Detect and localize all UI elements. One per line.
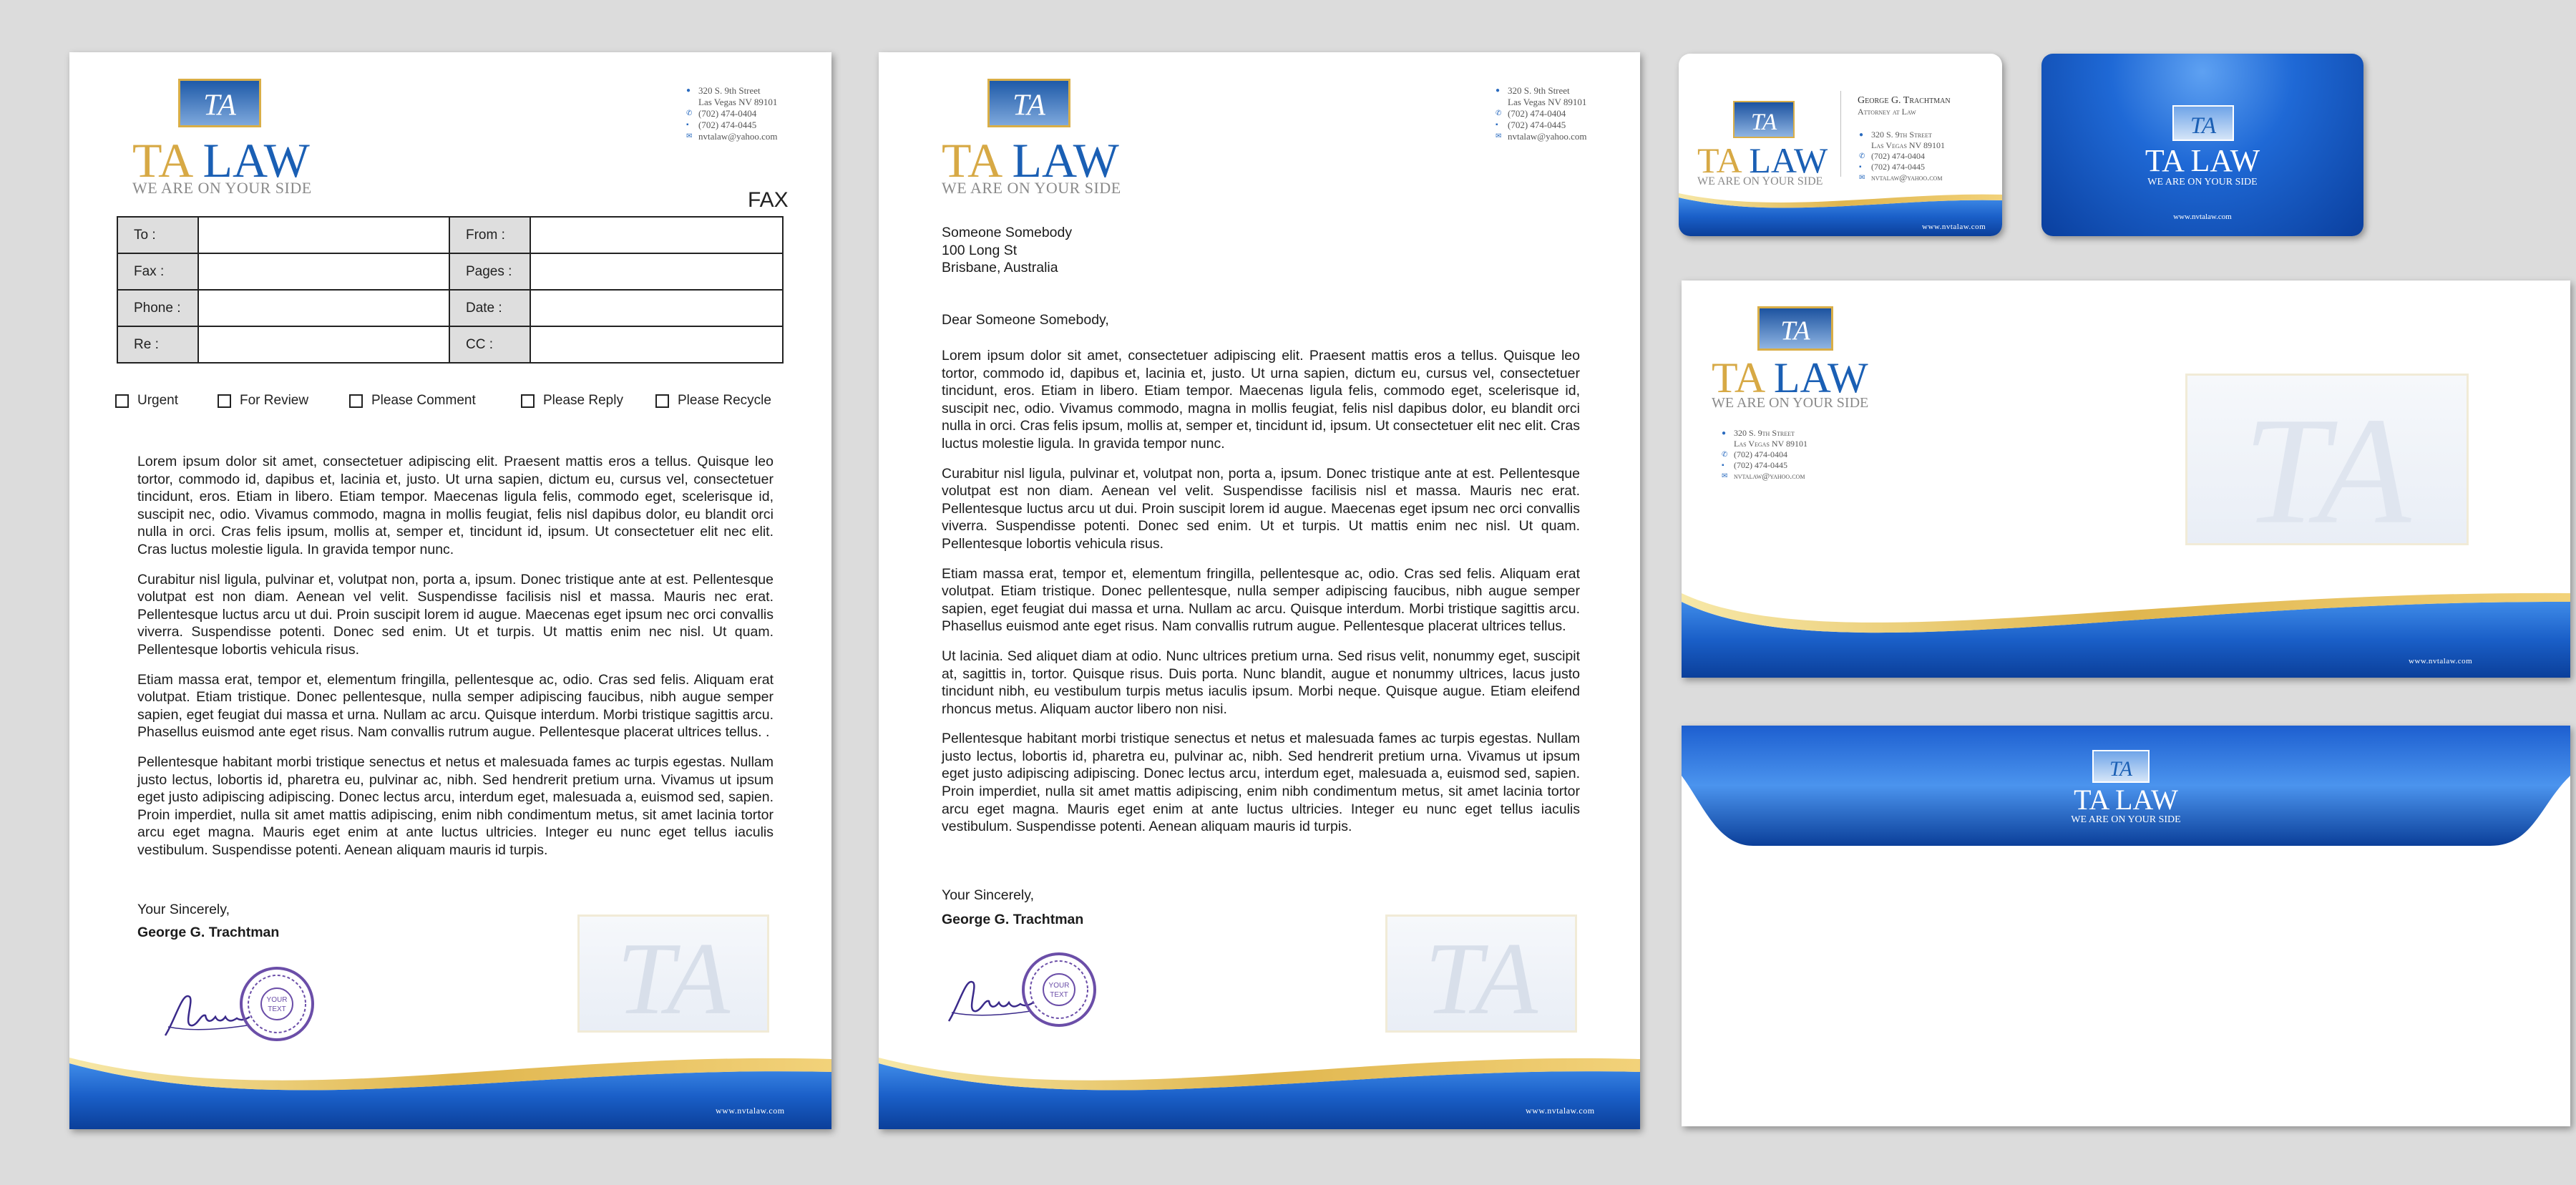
svg-text:YOUR: YOUR: [266, 996, 288, 1004]
contact-block: [686, 85, 778, 142]
envelope-monogram-icon: [1757, 306, 1833, 351]
fax-paragraph: Lorem ipsum dolor sit amet, consectetuer adipiscing elit. Praesent mattis eros a tellus. Quisque leo tortor, commodo id, dapibus et, lacinia et, justo. Ut urna sapien, dictum eu, cursus vel, consectetuer tincidunt, eros. Etiam in libero. Etiam tempor. Maecenas ligula felis, commodo eget, scelerisque id, suscipit nec, odio. Vivamus commodo, magna in mollis feugiat, felis nisl dapibus dolor, eu blandit orci nulla in orci. Cras felis ipsum, mollis at, semper et, tincidunt id, ipsum. Ut consectetuer elit nec elit. Cras luctus molestie ligula. In gravida tempor nunc.: [137, 454, 774, 557]
letterhead-sheet: [879, 52, 1640, 1129]
contact-block: [1496, 85, 1587, 142]
footer-wave: [879, 1043, 1640, 1129]
fax-icon: ▪: [1496, 121, 1498, 129]
contact-phone: (702) 474-0404: [698, 108, 757, 119]
letter-paragraph: Etiam massa erat, tempor et, elementum fringilla, pellentesque ac, odio. Cras sed felis. Aliquam erat volutpat. Etiam tristique. Donec pellentesque, nulla semper adipiscing faucibus, nibh augue semper sapien, eget feugiat dui massa et urna. Nullam ac arcu. Quisque interdum. Morbi tristique sagittis arcu. Phasellus euismod ante eget risus. Nam convallis rutrum augue. Pellentesque placerat ultrices tellus.: [942, 565, 1580, 635]
fax-pages-field[interactable]: [530, 253, 783, 290]
card-website[interactable]: www.nvtalaw.com: [1922, 223, 1986, 231]
location-icon: ●: [686, 87, 691, 94]
recipient-address: [942, 224, 1072, 277]
card-brand-name: TA LAW: [1697, 140, 1828, 180]
fax-from-field[interactable]: [530, 217, 783, 253]
fax-paragraph: Etiam massa erat, tempor et, elementum fringilla, pellentesque ac, odio. Cras sed felis. Aliquam erat volutpat. Etiam tristique. Donec pellentesque, nulla semper adipiscing faucibus, nibh augue semper sapien, eget feugiat dui massa et urna. Nullam ac arcu. Quisque interdum. Morbi tristique sagittis arcu. Phasellus euismod ante eget risus. Nam convallis rutrum augue. Pellentesque placerat ultrices tellus. .: [137, 671, 774, 741]
envelope-front: [1682, 281, 2570, 678]
fax-closing: Your Sincerely,: [137, 902, 230, 917]
card-person: George G. Trachtman: [1858, 95, 1951, 106]
contact-city: Las Vegas NV 89101: [1508, 97, 1587, 107]
svg-text:TEXT: TEXT: [268, 1005, 286, 1013]
envelope-website[interactable]: www.nvtalaw.com: [2409, 657, 2473, 665]
letter-closing: Your Sincerely,: [942, 887, 1034, 903]
contact-email: nvtalaw@yahoo.com: [1508, 131, 1587, 142]
ta-watermark-icon: [1385, 915, 1577, 1033]
checkbox-please-recycle[interactable]: Please Recycle: [655, 393, 771, 409]
fax-cover-table: [117, 216, 784, 364]
fax-paragraph: Curabitur nisl ligula, pulvinar et, volutpat non, porta a, ipsum. Donec tristique ante at est. Pellentesque volutpat est non diam. Aenean vel velit. Suspendisse facilisis nisl et massa. Mauris nec erat. Pellentesque luctus arcu ut dui. Proin suscipit lorem id augue. Maecenas eget ipsum nec orci convallis viverra. Suspendisse potenti. Donec sed enim. Ut et turpis. Ut mattis enim nec nisl. Ut quam. Pellentesque lobortis vehicula risus.: [137, 571, 774, 658]
fax-re-field[interactable]: [198, 326, 449, 363]
fax-re-label: Re :: [117, 326, 198, 363]
footer-wave: [69, 1043, 831, 1129]
checkbox-box[interactable]: [655, 394, 669, 408]
brand-name: TA LAW: [132, 133, 310, 187]
svg-text:TA: TA: [2109, 757, 2132, 781]
card-back-tagline: WE ARE ON YOUR SIDE: [2147, 177, 2258, 187]
envelope-back-tagline: WE ARE ON YOUR SIDE: [2071, 814, 2181, 825]
svg-text:TA: TA: [203, 89, 236, 122]
phone-icon: ✆: [1859, 152, 1865, 160]
contact-fax: (702) 474-0445: [1508, 120, 1566, 130]
contact-email: nvtalaw@yahoo.com: [698, 131, 778, 142]
location-icon: ●: [1496, 87, 1501, 94]
address-line: Someone Somebody: [942, 225, 1073, 240]
letter-paragraph: Pellentesque habitant morbi tristique senectus et netus et malesuada fames ac turpis egestas. Nullam justo lectus, lobortis id, pharetra eu, pulvinar ac, nibh. Sed hendrerit pretium urna. Vivamus ut ipsum eget justo adipiscing adipiscing. Donec lectus arcu, interdum eget, malesuada a, euismod sed, sapien. Proin imperdiet, nulla sit amet mattis adipiscing, enim nibh condimentum metus, sit amet lacinia tortor arcu eget magna. Mauris eget enim at ante luctus ultricies. Integer eu nunc eget tellus iaculis vestibulum. Suspendisse potenti. Aenean aliquam mauris id turpis.: [942, 731, 1580, 835]
envelope-contact: ● 320 S. 9th Street Las Vegas NV 89101 ✆ (702) 474-0404 ▪ (702) 474-0445 ✉ nvtalaw@yahoo.com: [1722, 428, 1808, 481]
contact-street: 320 S. 9th Street: [698, 85, 761, 96]
checkbox-for-review[interactable]: For Review: [218, 393, 308, 409]
svg-text:TA: TA: [2243, 386, 2411, 543]
email-icon: ✉: [1859, 174, 1865, 182]
checkbox-urgent[interactable]: Urgent: [115, 393, 178, 409]
fax-from-label: From :: [449, 217, 530, 253]
address-line: Brisbane, Australia: [942, 260, 1058, 276]
fax-signer: George G. Trachtman: [137, 925, 280, 940]
brand-tagline: WE ARE ON YOUR SIDE: [942, 179, 1121, 197]
envelope-back-monogram-icon: [2092, 750, 2150, 783]
phone-icon: ✆: [1722, 451, 1728, 459]
card-contact: ● 320 S. 9th Street Las Vegas NV 89101 ✆ (702) 474-0404 ▪ (702) 474-0445 ✉ nvtalaw@yahoo.com: [1859, 130, 1946, 182]
svg-text:TA: TA: [2190, 112, 2217, 139]
checkbox-box[interactable]: [521, 394, 535, 408]
letter-paragraph: Curabitur nisl ligula, pulvinar et, volutpat non, porta a, ipsum. Donec tristique ante at est. Pellentesque volutpat est non diam. Aenean vel velit. Suspendisse facilisis nisl et massa. Mauris nec erat. Pellentesque luctus arcu ut dui. Proin suscipit lorem id augue. Maecenas eget ipsum nec orci convallis viverra. Suspendisse potenti. Donec sed enim. Ut et turpis. Ut mattis enim nec nisl. Ut quam. Pellentesque lobortis vehicula risus.: [942, 465, 1580, 552]
contact-street: 320 S. 9th Street: [1508, 85, 1570, 96]
fax-paragraph: Pellentesque habitant morbi tristique senectus et netus et malesuada fames ac turpis egestas. Nullam justo lectus, lobortis id, pharetra eu, pulvinar ac, nibh. Sed hendrerit pretium urna. Vivamus ut ipsum eget justo adipiscing adipiscing. Donec lectus arcu, interdum eget, malesuada a, euismod sed, sapien. Proin imperdiet, nulla sit amet mattis adipiscing, enim nibh condimentum metus, sit amet lacinia tortor arcu eget magna. Mauris eget enim at ante luctus ultricies. Integer eu nunc eget tellus iaculis vestibulum. Suspendisse potenti. Aenean aliquam mauris id turpis.: [137, 754, 774, 858]
email-icon: ✉: [1722, 472, 1728, 480]
seal-stamp-icon: [1020, 951, 1098, 1028]
footer-website[interactable]: www.nvtalaw.com: [716, 1106, 785, 1116]
fax-sheet: [69, 52, 831, 1129]
card-person-title: Attorney at Law: [1858, 107, 1916, 117]
fax-date-label: Date :: [449, 290, 530, 326]
letter-paragraph: Ut lacinia. Sed aliquet diam at odio. Nunc ultrices pretium urna. Sed risus velit, nonummy eget, suscipit at, sagittis in, tortor. Quisque risus. Duis porta. Nunc blandit, augue et nonummy ultrices, lacus justo tincidunt nibh, eu vestibulum turpis metus iaculis ipsum. Morbi neque. Quisque augue. Etiam eleifend rhoncus metus. Aliquam auctor libero non nisi.: [942, 648, 1580, 717]
ta-watermark-icon: [577, 915, 769, 1033]
contact-fax: (702) 474-0445: [698, 120, 757, 130]
svg-text:TA: TA: [617, 921, 730, 1030]
ta-monogram-icon: [987, 79, 1070, 127]
footer-website[interactable]: www.nvtalaw.com: [1526, 1106, 1595, 1116]
fax-pages-label: Pages :: [449, 253, 530, 290]
fax-phone-label: Phone :: [117, 290, 198, 326]
fax-date-field[interactable]: [530, 290, 783, 326]
seal-stamp-icon: [238, 965, 316, 1043]
svg-text:TA: TA: [1750, 108, 1777, 135]
envelope-back-brand-name: TA LAW: [2074, 784, 2178, 816]
business-card-back: [2041, 54, 2363, 236]
fax-icon: ▪: [1722, 462, 1724, 469]
letter-paragraph: Lorem ipsum dolor sit amet, consectetuer adipiscing elit. Praesent mattis eros a tellus. Quisque leo tortor, commodo id, dapibus et, lacinia et, justo. Ut urna sapien, dictum eu, cursus vel, consectetuer tincidunt, eros. Etiam in libero. Etiam tempor. Maecenas ligula felis, commodo eget, scelerisque id, suscipit nec, odio. Vivamus commodo, magna in mollis feugiat, felis nisl dapibus dolor, eu blandit orci nulla in orci. Cras felis ipsum, mollis at, semper et, tincidunt id, ipsum. Ut consectetuer elit nec elit. Cras luctus molestie ligula. In gravida tempor nunc.: [942, 348, 1580, 452]
letter-signer: George G. Trachtman: [942, 912, 1084, 927]
fax-fax-label: Fax :: [117, 253, 198, 290]
phone-icon: ✆: [686, 109, 693, 117]
card-back-website[interactable]: www.nvtalaw.com: [2173, 213, 2232, 221]
fax-icon: ▪: [686, 121, 689, 129]
card-tagline: WE ARE ON YOUR SIDE: [1697, 175, 1823, 187]
fax-fax-field[interactable]: [198, 253, 449, 290]
card-back-monogram-icon: [2172, 105, 2234, 141]
svg-text:YOUR: YOUR: [1048, 982, 1070, 990]
letter-greeting: Dear Someone Somebody,: [942, 312, 1109, 328]
svg-text:TA: TA: [1013, 89, 1045, 122]
fax-body: [137, 453, 774, 871]
ta-monogram-icon: [178, 79, 261, 127]
brand-tagline: WE ARE ON YOUR SIDE: [132, 179, 312, 197]
fax-title: FAX: [748, 188, 789, 212]
fax-icon: ▪: [1859, 163, 1862, 171]
checkbox-please-reply[interactable]: Please Reply: [521, 393, 623, 409]
svg-text:TA: TA: [1780, 316, 1810, 346]
location-icon: ●: [1722, 429, 1727, 437]
checkbox-box[interactable]: [218, 394, 231, 408]
card-divider: [1840, 91, 1841, 177]
business-card-front: [1679, 54, 2002, 236]
envelope-watermark-icon: [2185, 374, 2469, 545]
svg-text:TEXT: TEXT: [1050, 991, 1068, 999]
envelope-back: [1682, 726, 2570, 1126]
email-icon: ✉: [686, 132, 693, 140]
brand-name: TA LAW: [942, 133, 1119, 187]
contact-phone: (702) 474-0404: [1508, 108, 1566, 119]
fax-phone-field[interactable]: [198, 290, 449, 326]
location-icon: ●: [1859, 131, 1864, 139]
envelope-brand-name: TA LAW: [1712, 354, 1868, 401]
checkbox-please-comment[interactable]: Please Comment: [349, 393, 476, 409]
fax-to-field[interactable]: [198, 217, 449, 253]
fax-cc-field[interactable]: [530, 326, 783, 363]
checkbox-box[interactable]: [115, 394, 129, 408]
phone-icon: ✆: [1496, 109, 1502, 117]
checkbox-box[interactable]: [349, 394, 363, 408]
envelope-tagline: WE ARE ON YOUR SIDE: [1712, 395, 1869, 411]
fax-to-label: To :: [117, 217, 198, 253]
card-back-brand-name: TA LAW: [2145, 143, 2260, 178]
email-icon: ✉: [1496, 132, 1502, 140]
fax-cc-label: CC :: [449, 326, 530, 363]
address-line: 100 Long St: [942, 242, 1018, 258]
card-monogram-icon: [1733, 101, 1795, 138]
svg-text:TA: TA: [1425, 921, 1538, 1030]
contact-city: Las Vegas NV 89101: [698, 97, 778, 107]
letter-body: [942, 347, 1580, 848]
